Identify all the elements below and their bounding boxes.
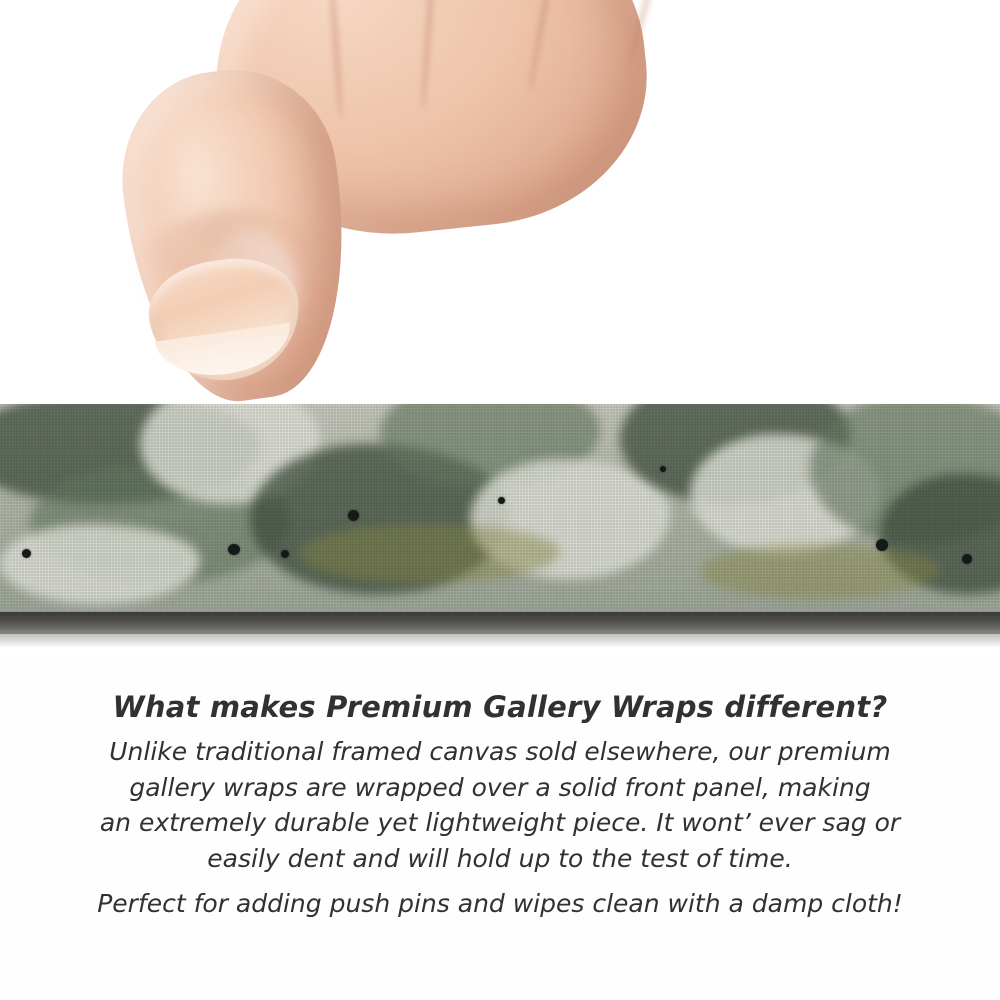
caption-block bbox=[0, 690, 1000, 922]
knuckle-crease bbox=[526, 0, 561, 92]
canvas-weave-texture bbox=[0, 404, 1000, 619]
knuckle-crease bbox=[626, 0, 665, 66]
knuckle-crease bbox=[419, 0, 438, 110]
knuckle-crease bbox=[327, 0, 344, 120]
hand-photo bbox=[95, 0, 615, 430]
caption-body bbox=[0, 734, 1000, 922]
caption-line: Unlike traditional framed canvas sold elsewhere, our premium bbox=[109, 737, 891, 766]
canvas-edge-strip bbox=[0, 404, 1000, 619]
caption-line: gallery wraps are wrapped over a solid front panel, making bbox=[129, 772, 871, 802]
canvas-drop-shadow bbox=[0, 632, 1000, 648]
caption-heading: What makes Premium Gallery Wraps different? bbox=[112, 690, 888, 724]
caption-line: an extremely durable yet lightweight piece. It wont’ ever sag or bbox=[99, 808, 901, 837]
canvas-edge-shadow bbox=[0, 612, 1000, 634]
caption-line: easily dent and will hold up to the test of time. bbox=[207, 843, 793, 873]
caption-closing-line: Perfect for adding push pins and wipes clean with a damp cloth! bbox=[97, 889, 903, 918]
